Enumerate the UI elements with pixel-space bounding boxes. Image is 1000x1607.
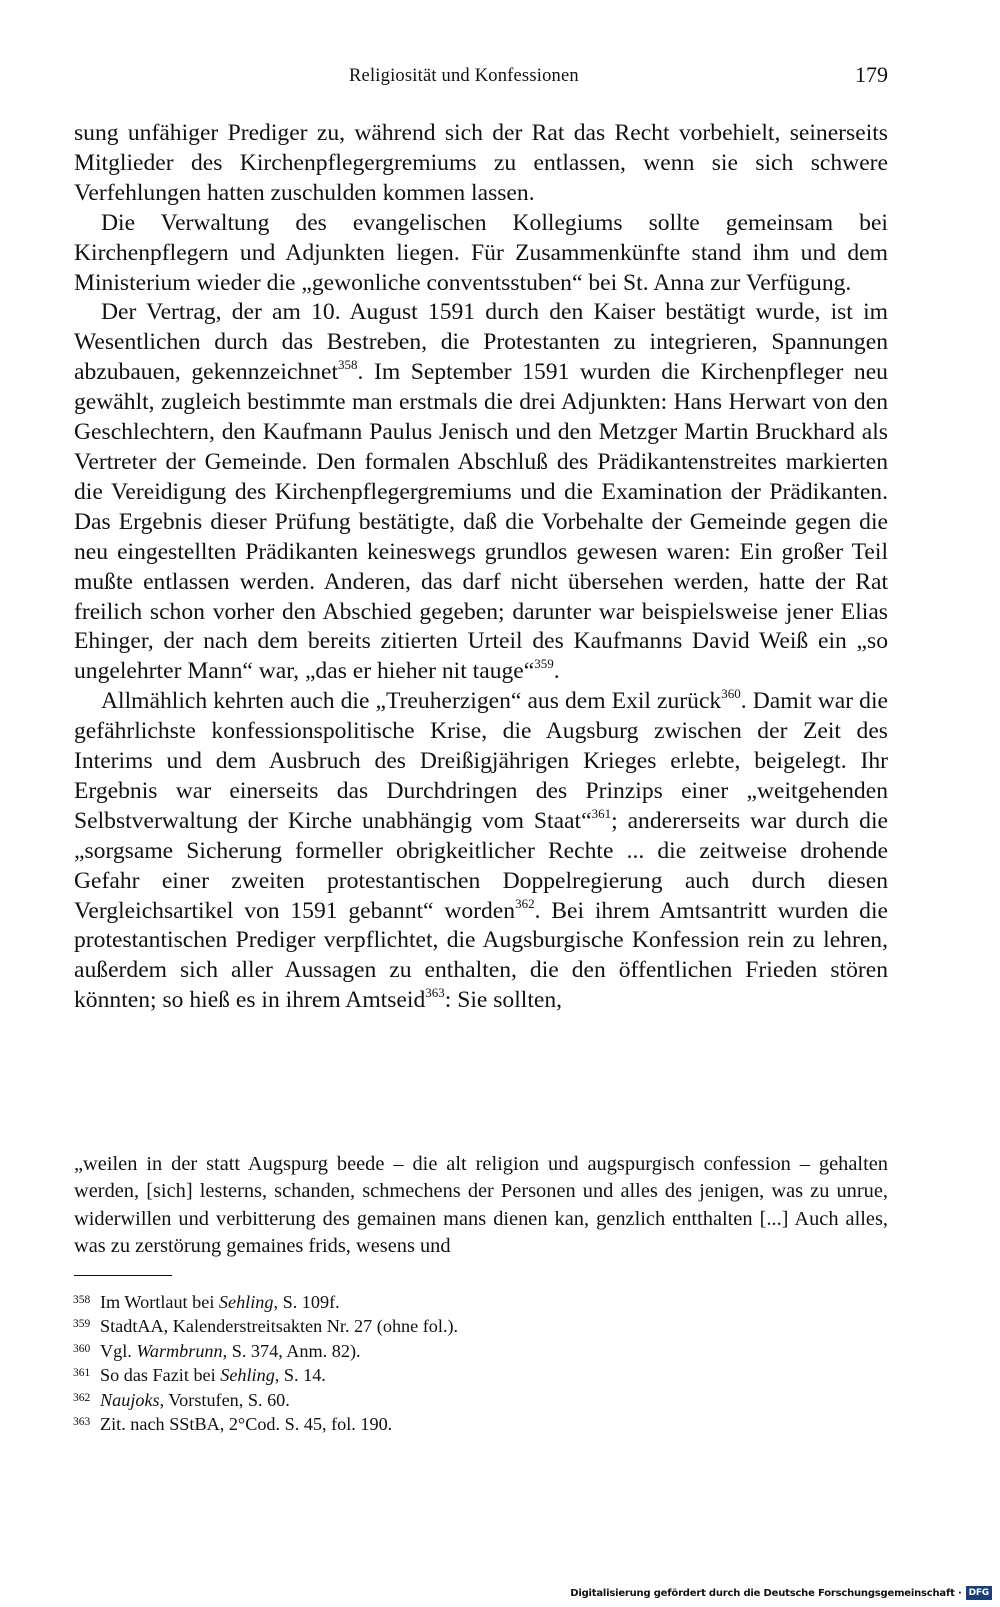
page-number: 179 [855,62,888,87]
footnote-author: Warmbrunn [136,1340,223,1361]
paragraph-3-text-c: . [553,658,560,685]
footnote-ref-363[interactable]: 363 [425,985,445,1001]
digitization-text: Digitalisierung gefördert durch die Deutsche Forschungsgemeinschaft · [570,1587,962,1599]
body-text [74,119,888,1016]
footnote-number: 361 [73,1367,91,1380]
paragraph-4-text-b: . Damit war die gefährlichste konfessionspolitische Krise, die Augsburg zwischen der Zeit des Interims und dem Ausbruch des Dreißigjährigen Krieges erlebte, beigelegt. Ihr Ergebnis war einerseits das Durchdringen des Prinzips einer „weitgehenden Selbstverwaltung der Kirche unabhängig vom Staat“ [74,688,888,834]
footnote-text-end: , S. 14. [274,1365,326,1386]
block-quote: „weilen in der statt Augspurg beede – die alt religion und augspurgisch confession – gehalten werden, [sich] lesterns, schanden, schmechens der Personen und alles des jenigen, was zu unrue, widerwillen und verbitterung des gemainen mans dienen kan, genzlich entthalten [...] Auch alles, was zu zerstörung gemaines frids, wesens und [74,1153,888,1257]
footnote [73,1412,880,1436]
paragraph-2-text: Die Verwaltung des evangelischen Kollegiums sollte gemeinsam bei Kirchenpflegern und Adjunkten liegen. Für Zusammenkünfte stand ihm und dem Ministerium wieder die „gewonliche conventsstuben“ bei St. Anna zur Verfügung. [74,209,888,296]
paragraph-4-text-d: . Bei ihrem Amtsantritt wurden die protestantischen Prediger verpflichtet, die Augsburgische Konfession rein zu lehren, außerdem sich aller Aussagen zu enthalten, die den öffentlichen Frieden stören könnten; so hieß es in ihrem Amtseid [74,897,888,1014]
footnote [73,1388,880,1412]
footnote-author: Naujoks [100,1389,160,1410]
paragraph-4-text-e: : Sie sollten, [444,987,563,1014]
footnote-ref-358[interactable]: 358 [338,357,358,373]
paragraph-3 [74,298,888,687]
footnotes [73,1290,880,1436]
footnote-ref-359[interactable]: 359 [534,656,554,672]
footnote-ref-360[interactable]: 360 [721,686,741,702]
footnote-text: StadtAA, Kalenderstreitsakten Nr. 27 (ohne fol.). [100,1316,459,1337]
footnote-text-end: , S. 109f. [273,1292,340,1312]
footnote-text: So das Fazit bei [100,1365,221,1386]
dfg-logo-icon: DFG [966,1586,992,1600]
footnote-number: 360 [73,1342,91,1355]
footnote [73,1339,880,1363]
footnote-number: 363 [73,1416,91,1429]
footnote-number: 362 [73,1391,91,1404]
footnote-number: 358 [73,1294,91,1306]
footnote-ref-361[interactable]: 361 [591,805,612,821]
running-head: Religiosität und Konfessionen [349,66,579,86]
footnote-text: Vgl. [100,1340,137,1361]
footnote-text-end: , S. 374, Anm. 82). [222,1340,361,1361]
paragraph-1-text: sung unfähiger Prediger zu, während sich der Rat das Recht vorbehielt, seinerseits Mitglieder des Kirchenpflegergremiums zu entlassen, wenn sie sich schwere Verfehlungen hatten zuschulden kommen lassen. [74,120,888,206]
footnote-number: 359 [73,1318,91,1331]
footnote-divider [74,1275,172,1276]
footnote [73,1290,880,1314]
digitization-notice [570,1585,992,1601]
paragraph-4 [74,687,888,1016]
footnote-text: Zit. nach SStBA, 2°Cod. S. 45, fol. 190. [100,1414,393,1435]
footnote-text-end: , Vorstufen, S. 60. [159,1389,290,1410]
footnote-ref-362[interactable]: 362 [515,895,535,911]
footnote [73,1363,880,1387]
footnote-author: Sehling [220,1365,275,1386]
paragraph-3-text-b: . Im September 1591 wurden die Kirchenpfleger neu gewählt, zugleich bestimmte man erstmals die drei Adjunkten: Hans Herwart von den Geschlechtern, den Kaufmann Paulus Jenisch und den Metzger Martin Bruckhard als Vertreter der Gemeinde. Den formalen Abschluß des Prädikantenstreites markierten die Vereidigung des Kirchenpflegergremiums und die Examination der Prädikanten. Das Ergebnis dieser Prüfung bestätigte, daß die Vorbehalte der Gemeinde gegen die neu eingestellten Prädikanten keineswegs grundlos gewesen waren: Ein großer Teil mußte entlassen werden. Anderen, das darf nicht übersehen werden, hatte der Rat freilich schon vorher den Abschied gegeben; darunter war beispielsweise jener Elias Ehinger, der nach dem bereits zitierten Urteil des Kaufmanns David Weiß ein „so ungelehrter Mann“ war, „das er hieher nit tauge“ [74,359,888,685]
paragraph-2 [74,209,888,299]
paragraph-1 [74,119,888,209]
paragraph-4-text-c: ; andererseits war durch die „sorgsame Sicherung formeller obrigkeitlicher Rechte ... die zeitweise drohende Gefahr einer zweiten protestantischen Doppelregierung auch durch diesen Vergleichsartikel von 1591 gebannt“ worden [74,807,888,924]
footnote [73,1314,880,1338]
paragraph-4-text-a: Allmählich kehrten auch die „Treuherzigen“ aus dem Exil zurück [101,688,722,715]
footnote-text: Im Wortlaut bei [100,1292,219,1312]
paragraph-3-text-a: Der Vertrag, der am 10. August 1591 durch den Kaiser bestätigt wurde, ist im Wesentlichen durch das Bestreben, die Protestanten zu integrieren, Spannungen abzubauen, gekennzeichnet [74,299,888,386]
footnote-author: Sehling [218,1292,274,1312]
page-header [74,62,888,94]
